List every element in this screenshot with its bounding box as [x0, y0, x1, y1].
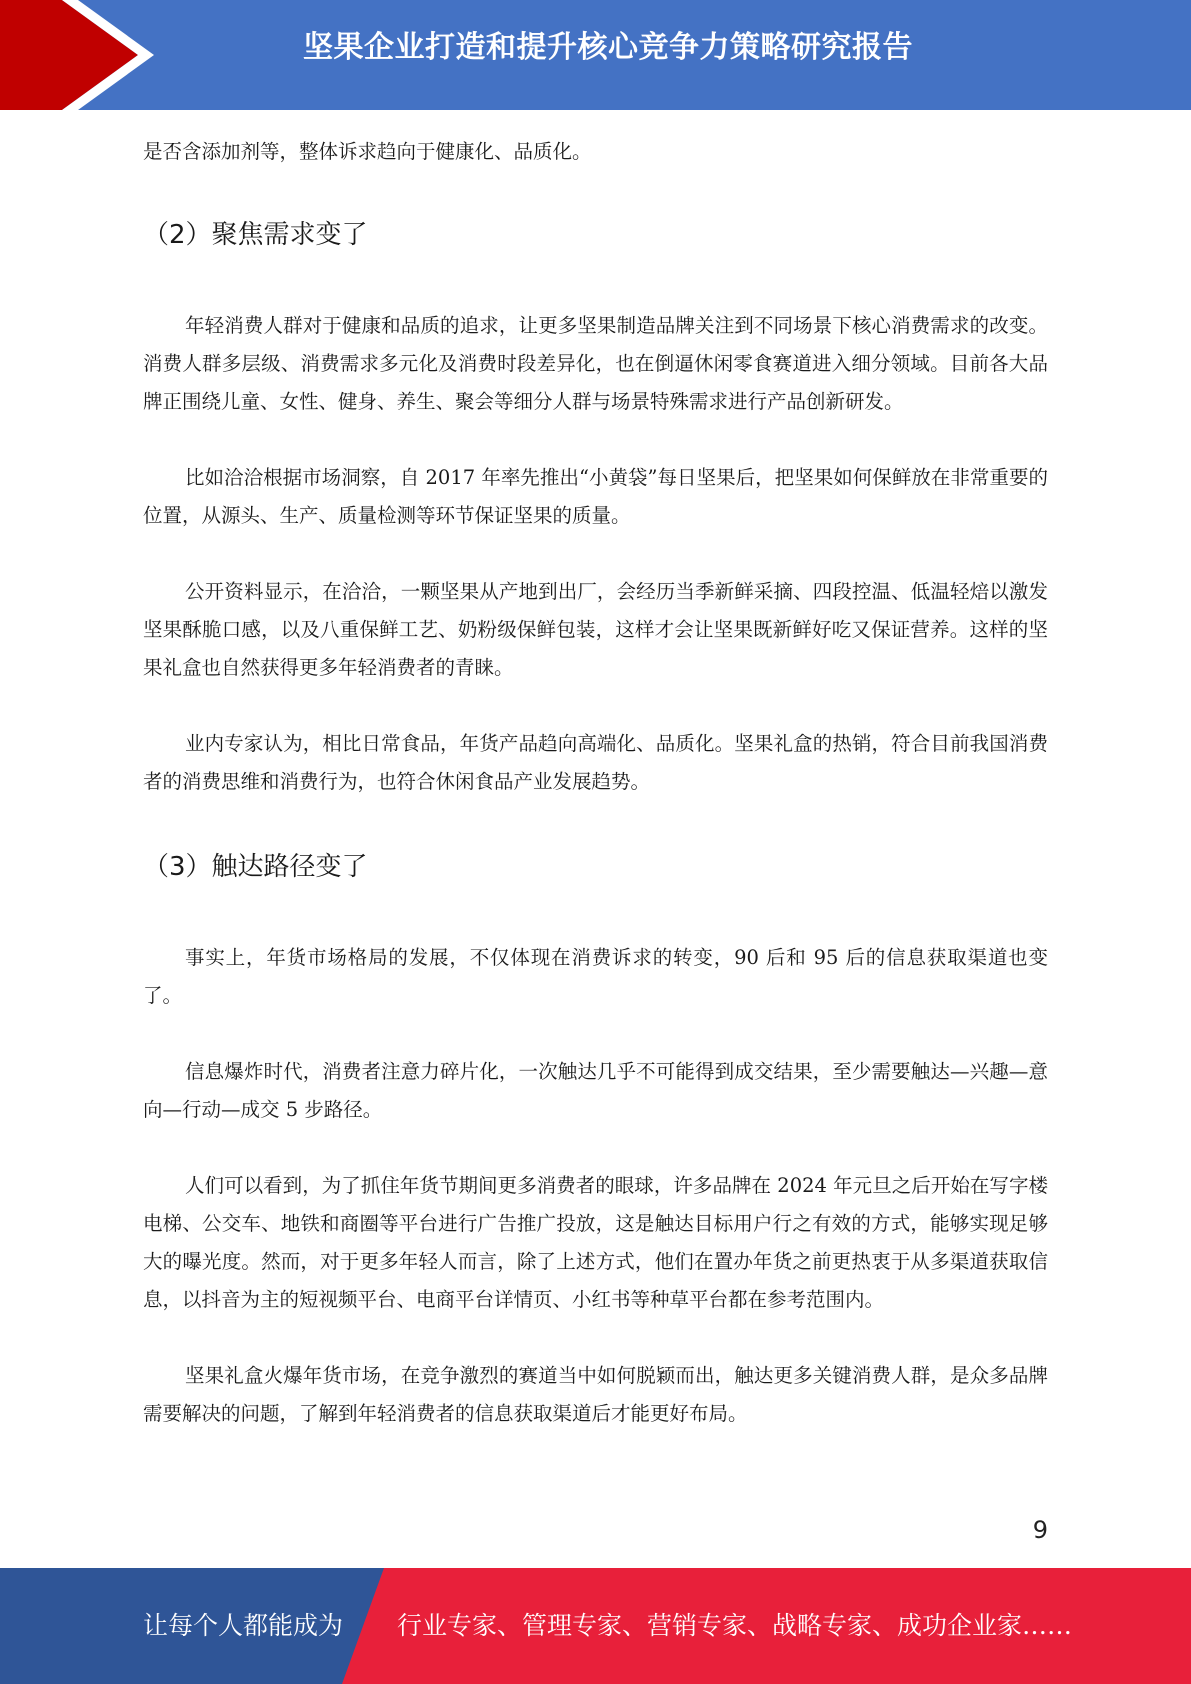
report-title: 坚果企业打造和提升核心竞争力策略研究报告 [303, 30, 913, 65]
paragraph: 事实上，年货市场格局的发展，不仅体现在消费诉求的转变，90 后和 95 后的信息获取渠道也变了。 [143, 946, 1048, 1007]
page-header [0, 0, 1191, 110]
paragraph: 公开资料显示，在洽洽，一颗坚果从产地到出厂，会经历当季新鲜采摘、四段控温、低温轻焙以激发坚果酥脆口感，以及八重保鲜工艺、奶粉级保鲜包装，这样才会让坚果既新鲜好吃又保证营养。这样的坚果礼盒也自然获得更多年轻消费者的青睐。 [143, 580, 1048, 679]
paragraph: 信息爆炸时代，消费者注意力碎片化，一次触达几乎不可能得到成交结果，至少需要触达—兴趣—意向—行动—成交 5 步路径。 [143, 1060, 1048, 1121]
section-3-heading: （3）触达路径变了 [143, 852, 368, 882]
paragraph: 人们可以看到，为了抓住年货节期间更多消费者的眼球，许多品牌在 2024 年元旦之后开始在写字楼电梯、公交车、地铁和商圈等平台进行广告推广投放，这是触达目标用户行之有效的方式，能够实现足够大的曝光度。然而，对于更多年轻人而言，除了上述方式，他们在置办年货之前更热衷于从多渠道获取信息，以抖音为主的短视频平台、电商平台详情页、小红书等种草平台都在参考范围内。 [143, 1174, 1048, 1311]
intro-paragraph: 是否含添加剂等，整体诉求趋向于健康化、品质化。 [143, 140, 592, 163]
footer-slogan-right: 行业专家、管理专家、营销专家、战略专家、成功企业家…… [397, 1611, 1073, 1640]
paragraph: 年轻消费人群对于健康和品质的追求，让更多坚果制造品牌关注到不同场景下核心消费需求的改变。消费人群多层级、消费需求多元化及消费时段差异化，也在倒逼休闲零食赛道进入细分领域。目前各大品牌正围绕儿童、女性、健身、养生、聚会等细分人群与场景特殊需求进行产品创新研发。 [143, 314, 1048, 413]
document-body [143, 133, 1048, 1471]
paragraph: 比如洽洽根据市场洞察，自 2017 年率先推出“小黄袋”每日坚果后，把坚果如何保鲜放在非常重要的位置，从源头、生产、质量检测等环节保证坚果的质量。 [143, 466, 1048, 527]
page-footer [0, 1568, 1191, 1684]
footer-slogan-left: 让每个人都能成为 [143, 1611, 344, 1640]
paragraph: 业内专家认为，相比日常食品，年货产品趋向高端化、品质化。坚果礼盒的热销，符合目前我国消费者的消费思维和消费行为，也符合休闲食品产业发展趋势。 [143, 732, 1048, 793]
page-number: 9 [1032, 1516, 1048, 1544]
section-2-heading: （2）聚焦需求变了 [143, 220, 368, 250]
paragraph: 坚果礼盒火爆年货市场，在竞争激烈的赛道当中如何脱颖而出，触达更多关键消费人群，是众多品牌需要解决的问题，了解到年轻消费者的信息获取渠道后才能更好布局。 [143, 1364, 1048, 1425]
